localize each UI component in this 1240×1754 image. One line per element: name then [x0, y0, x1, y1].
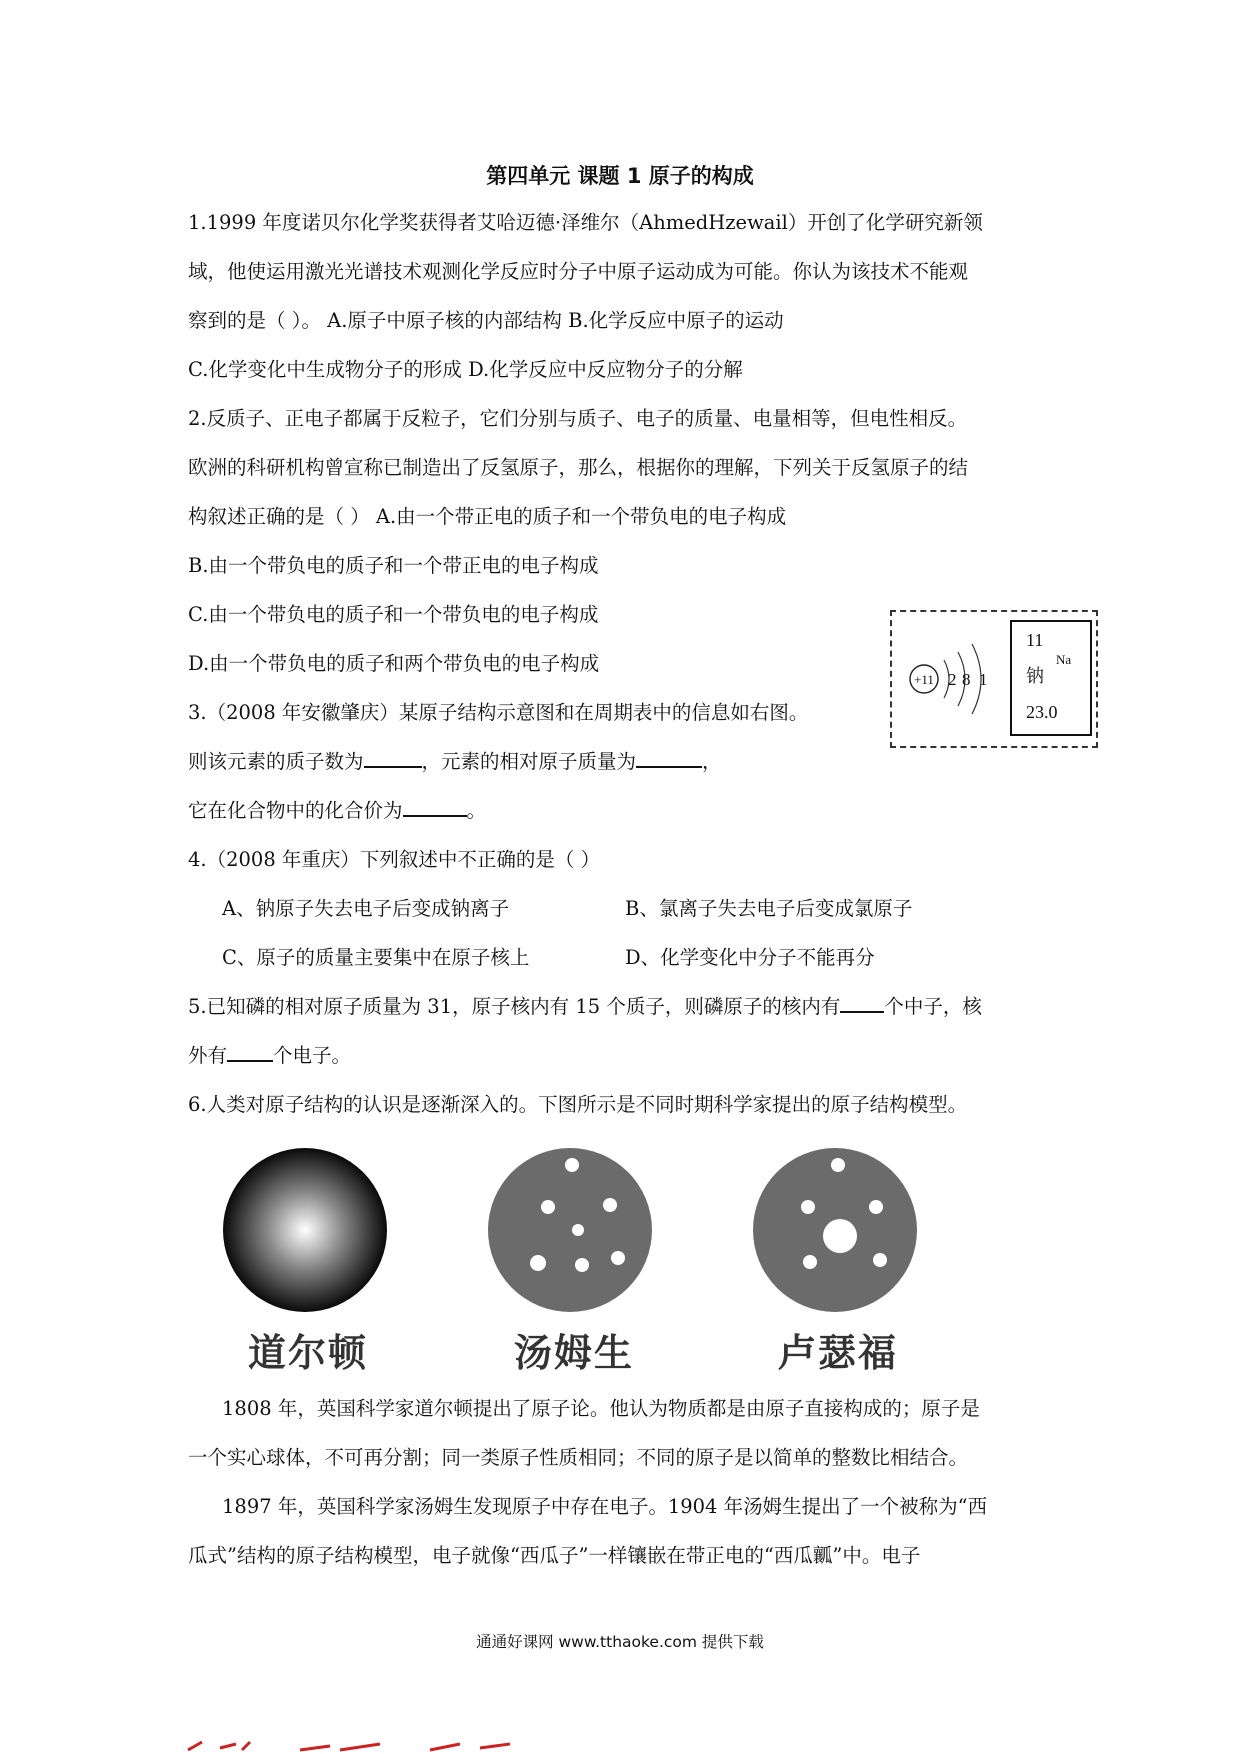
page-footer: 通通好课网 www.tthaoke.com 提供下载	[476, 1633, 764, 1651]
shell-1-electrons: 2	[948, 670, 957, 689]
q2-option-b: B.由一个带负电的质子和一个带正电的电子构成	[188, 554, 599, 577]
q2-line-1: 2.反质子、正电子都属于反粒子，它们分别与质子、电子的质量、电量相等，但电性相反。	[188, 407, 968, 430]
q6-paragraph-1-line-2: 一个实心球体，不可再分割；同一类原子性质相同；不同的原子是以简单的整数比相结合。	[188, 1446, 969, 1469]
q3-text-c: ，	[702, 750, 722, 773]
q3-line-3	[188, 797, 486, 825]
q5-text-a: 5.已知磷的相对原子质量为 31，原子核内有 15 个质子，则磷原子的核内有	[188, 995, 841, 1018]
q6-paragraph-2-line-2: 瓜式”结构的原子结构模型，电子就像“西瓜子”一样镶嵌在带正电的“西瓜瓤”中。电子	[188, 1544, 921, 1567]
q3-line-2	[188, 748, 722, 776]
red-scribble-decoration	[180, 1738, 600, 1754]
q6-paragraph-1-line-1: 1808 年，英国科学家道尔顿提出了原子论。他认为物质都是由原子直接构成的；原子是	[222, 1397, 980, 1420]
q5-text-d: 个电子。	[273, 1044, 352, 1067]
q1-line-1: 1.1999 年度诺贝尔化学奖获得者艾哈迈德·泽维尔（AhmedHzewail）开创了化学研究新领	[188, 211, 983, 234]
q4-stem: 4.（2008 年重庆）下列叙述中不正确的是（ ）	[188, 848, 601, 871]
dalton-model-sphere	[223, 1148, 387, 1312]
model-label-thomson: 汤姆生	[514, 1331, 635, 1375]
q5-line-2	[188, 1042, 351, 1070]
element-symbol: Na	[1056, 652, 1072, 667]
q3-line-1: 3.（2008 年安徽肇庆）某原子结构示意图和在周期表中的信息如右图。	[188, 701, 809, 724]
atomic-mass: 23.0	[1026, 702, 1058, 722]
q4-option-d: D、化学变化中分子不能再分	[625, 946, 875, 969]
rutherford-model	[753, 1148, 917, 1312]
q4-option-c: C、原子的质量主要集中在原子核上	[222, 946, 530, 969]
nucleus-charge: +11	[914, 672, 934, 687]
model-label-dalton: 道尔顿	[248, 1331, 369, 1375]
answer-blank	[636, 748, 702, 768]
q3-text-b: ，元素的相对原子质量为	[421, 750, 637, 773]
q2-option-c: C.由一个带负电的质子和一个带负电的电子构成	[188, 603, 599, 626]
element-name: 钠	[1026, 666, 1044, 686]
q2-option-d: D.由一个带负电的质子和两个带负电的电子构成	[188, 652, 600, 675]
answer-blank	[364, 748, 422, 768]
thomson-model	[488, 1148, 652, 1312]
q3-text-d: 它在化合物中的化合价为	[188, 799, 403, 822]
q5-line-1	[188, 993, 982, 1021]
atom-models-figure	[210, 1140, 930, 1320]
q1-line-3: 察到的是（ ）。 A.原子中原子核的内部结构 B.化学反应中原子的运动	[188, 309, 784, 332]
atomic-structure-sketch	[892, 612, 1010, 746]
q1-line-4: C.化学变化中生成物分子的形成 D.化学反应中反应物分子的分解	[188, 358, 743, 381]
q4-option-b: B、氯离子失去电子后变成氯原子	[625, 897, 913, 920]
periodic-table-cell	[1010, 620, 1092, 736]
answer-blank	[227, 1042, 273, 1062]
atom-structure-diagram	[890, 610, 1098, 748]
shell-2-electrons: 8	[962, 670, 971, 689]
model-label-rutherford: 卢瑟福	[778, 1331, 899, 1375]
q6-paragraph-2-line-1: 1897 年，英国科学家汤姆生发现原子中存在电子。1904 年汤姆生提出了一个被称为“西	[222, 1495, 988, 1518]
q6-stem: 6.人类对原子结构的认识是逐渐深入的。下图所示是不同时期科学家提出的原子结构模型。	[188, 1093, 968, 1116]
answer-blank	[403, 797, 467, 817]
q5-text-c: 外有	[188, 1044, 228, 1067]
shell-3-electrons: 1	[979, 670, 988, 689]
q3-text-e: 。	[466, 799, 487, 822]
answer-blank	[840, 993, 884, 1013]
q5-text-b: 个中子，核	[884, 995, 982, 1018]
q3-text-a: 则该元素的质子数为	[188, 750, 364, 773]
q1-line-2: 域，他使运用激光光谱技术观测化学反应时分子中原子运动成为可能。你认为该技术不能观	[188, 260, 969, 283]
q4-option-a: A、钠原子失去电子后变成钠离子	[222, 897, 510, 920]
q2-line-3: 构叙述正确的是（ ） A.由一个带正电的质子和一个带负电的电子构成	[188, 505, 787, 528]
q2-line-2: 欧洲的科研机构曾宣称已制造出了反氢原子，那么，根据你的理解，下列关于反氢原子的结	[188, 456, 969, 479]
atomic-number: 11	[1026, 630, 1044, 650]
page-title: 第四单元 课题 1 原子的构成	[486, 164, 754, 188]
